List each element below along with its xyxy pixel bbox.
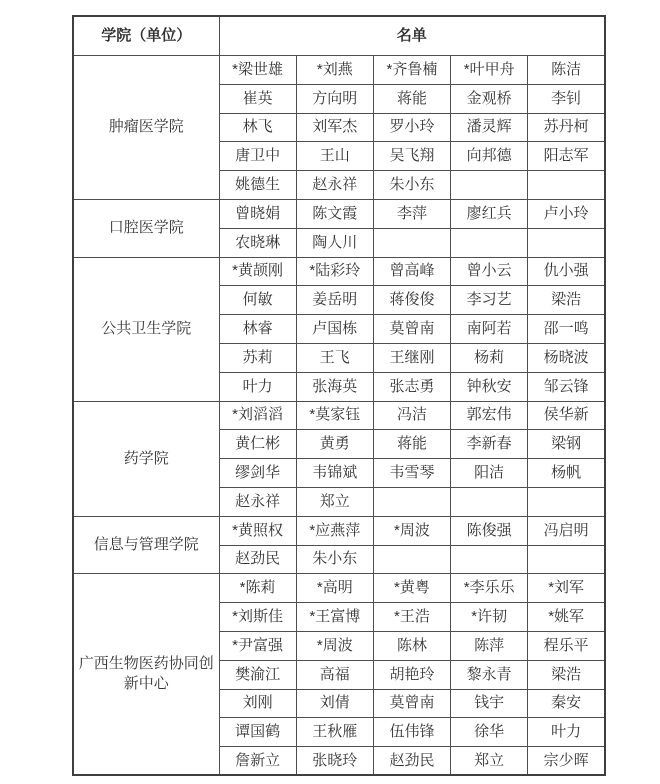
name-cell: 陈洁: [528, 56, 605, 85]
name-cell: 杨帆: [528, 459, 605, 488]
name-cell: 冯启明: [528, 516, 605, 545]
name-cell: *周波: [296, 631, 373, 660]
name-cell: 赵劲民: [373, 747, 450, 776]
name-cell: 谭国鹤: [219, 718, 296, 747]
name-cell: *齐鲁楠: [373, 56, 450, 85]
name-cell: 向邦德: [451, 142, 528, 171]
name-cell: 南阿若: [451, 315, 528, 344]
table-row: [73, 516, 605, 545]
name-cell: *刘斯佳: [219, 603, 296, 632]
table-row: [73, 401, 605, 430]
name-cell: 王飞: [296, 343, 373, 372]
name-cell: *黄粤: [373, 574, 450, 603]
name-cell: 卢小玲: [528, 199, 605, 228]
name-cell: 叶力: [219, 372, 296, 401]
name-cell: *陈莉: [219, 574, 296, 603]
name-cell: 徐华: [451, 718, 528, 747]
empty-cell: [373, 228, 450, 257]
name-cell: *莫家钰: [296, 401, 373, 430]
name-cell: 莫曾南: [373, 315, 450, 344]
name-cell: 仇小强: [528, 257, 605, 286]
name-cell: 赵永祥: [296, 171, 373, 200]
name-cell: 金观桥: [451, 84, 528, 113]
name-cell: 黄勇: [296, 430, 373, 459]
name-cell: 苏莉: [219, 343, 296, 372]
table-row: [73, 574, 605, 603]
name-cell: 梁浩: [528, 286, 605, 315]
name-cell: 刘刚: [219, 689, 296, 718]
name-cell: 陈萍: [451, 631, 528, 660]
name-cell: 吴飞翔: [373, 142, 450, 171]
name-cell: 张晓玲: [296, 747, 373, 776]
name-cell: 朱小东: [373, 171, 450, 200]
name-cell: 罗小玲: [373, 113, 450, 142]
name-cell: 缪剑华: [219, 459, 296, 488]
name-cell: 杨晓波: [528, 343, 605, 372]
header-college-unit: 学院（单位）: [73, 16, 219, 56]
name-cell: 刘倩: [296, 689, 373, 718]
name-cell: 蒋能: [373, 84, 450, 113]
name-cell: 莫曾南: [373, 689, 450, 718]
college-cell: 广西生物医药协同创新中心: [73, 574, 219, 776]
name-cell: 韦雪琴: [373, 459, 450, 488]
name-cell: *李乐乐: [451, 574, 528, 603]
name-cell: 冯洁: [373, 401, 450, 430]
name-cell: 姚德生: [219, 171, 296, 200]
name-cell: 卢国栋: [296, 315, 373, 344]
empty-cell: [528, 487, 605, 516]
name-cell: 林睿: [219, 315, 296, 344]
college-cell: 肿瘤医学院: [73, 56, 219, 200]
name-cell: 王山: [296, 142, 373, 171]
name-cell: 钱宇: [451, 689, 528, 718]
empty-cell: [528, 228, 605, 257]
empty-cell: [451, 545, 528, 574]
name-cell: 王继刚: [373, 343, 450, 372]
name-cell: *姚军: [528, 603, 605, 632]
header-name-list: 名单: [219, 16, 605, 56]
table-row: [73, 257, 605, 286]
name-cell: 赵劲民: [219, 545, 296, 574]
name-cell: 黎永青: [451, 660, 528, 689]
name-cell: 李习艺: [451, 286, 528, 315]
name-cell: 阳洁: [451, 459, 528, 488]
header-row: [73, 16, 605, 56]
name-cell: *刘燕: [296, 56, 373, 85]
name-cell: 曾高峰: [373, 257, 450, 286]
name-cell: 苏丹柯: [528, 113, 605, 142]
empty-cell: [451, 171, 528, 200]
name-cell: *王富博: [296, 603, 373, 632]
empty-cell: [528, 545, 605, 574]
name-cell: 秦安: [528, 689, 605, 718]
name-cell: 宗少晖: [528, 747, 605, 776]
name-cell: 阳志军: [528, 142, 605, 171]
name-cell: 梁浩: [528, 660, 605, 689]
name-cell: *黄颉刚: [219, 257, 296, 286]
name-cell: 潘灵辉: [451, 113, 528, 142]
name-cell: 邹云锋: [528, 372, 605, 401]
name-cell: 陈林: [373, 631, 450, 660]
name-cell: 曾晓娟: [219, 199, 296, 228]
name-cell: 方向明: [296, 84, 373, 113]
empty-cell: [528, 171, 605, 200]
name-cell: 何敏: [219, 286, 296, 315]
name-cell: *应燕萍: [296, 516, 373, 545]
name-cell: *许韧: [451, 603, 528, 632]
empty-cell: [451, 228, 528, 257]
empty-cell: [373, 545, 450, 574]
name-cell: 韦锦斌: [296, 459, 373, 488]
name-cell: *尹富强: [219, 631, 296, 660]
name-cell: 伍伟锋: [373, 718, 450, 747]
name-cell: *刘军: [528, 574, 605, 603]
name-cell: 李新春: [451, 430, 528, 459]
name-cell: 黄仁彬: [219, 430, 296, 459]
name-cell: 杨莉: [451, 343, 528, 372]
name-cell: *梁世雄: [219, 56, 296, 85]
name-cell: 郑立: [296, 487, 373, 516]
name-cell: 詹新立: [219, 747, 296, 776]
name-cell: 王秋雁: [296, 718, 373, 747]
name-cell: 赵永祥: [219, 487, 296, 516]
name-cell: *高明: [296, 574, 373, 603]
name-cell: 唐卫中: [219, 142, 296, 171]
name-cell: 陈俊强: [451, 516, 528, 545]
roster-table-body: [73, 56, 605, 776]
name-cell: 廖红兵: [451, 199, 528, 228]
name-cell: 农晓琳: [219, 228, 296, 257]
name-cell: 郑立: [451, 747, 528, 776]
name-cell: 蒋俊俊: [373, 286, 450, 315]
name-cell: *黄照权: [219, 516, 296, 545]
name-cell: 叶力: [528, 718, 605, 747]
name-cell: 胡艳玲: [373, 660, 450, 689]
name-cell: 李萍: [373, 199, 450, 228]
name-cell: 梁钢: [528, 430, 605, 459]
name-cell: 樊渝江: [219, 660, 296, 689]
name-cell: *周波: [373, 516, 450, 545]
name-cell: *王浩: [373, 603, 450, 632]
name-cell: 林飞: [219, 113, 296, 142]
name-cell: 张海英: [296, 372, 373, 401]
name-cell: 郭宏伟: [451, 401, 528, 430]
roster-table-header: [73, 16, 605, 56]
college-cell: 公共卫生学院: [73, 257, 219, 401]
name-cell: 曾小云: [451, 257, 528, 286]
name-cell: 钟秋安: [451, 372, 528, 401]
name-cell: 李钊: [528, 84, 605, 113]
empty-cell: [373, 487, 450, 516]
name-cell: 姜岳明: [296, 286, 373, 315]
name-cell: *刘滔滔: [219, 401, 296, 430]
name-cell: 崔英: [219, 84, 296, 113]
name-cell: 侯华新: [528, 401, 605, 430]
name-cell: 刘军杰: [296, 113, 373, 142]
name-cell: *陆彩玲: [296, 257, 373, 286]
name-cell: 朱小东: [296, 545, 373, 574]
name-cell: 邵一鸣: [528, 315, 605, 344]
name-cell: 高福: [296, 660, 373, 689]
name-cell: 陈文霞: [296, 199, 373, 228]
table-row: [73, 199, 605, 228]
empty-cell: [451, 487, 528, 516]
college-cell: 药学院: [73, 401, 219, 516]
name-cell: 蒋能: [373, 430, 450, 459]
college-cell: 信息与管理学院: [73, 516, 219, 574]
college-cell: 口腔医学院: [73, 199, 219, 257]
name-cell: 张志勇: [373, 372, 450, 401]
name-cell: *叶甲舟: [451, 56, 528, 85]
name-cell: 程乐平: [528, 631, 605, 660]
roster-table: [72, 15, 606, 776]
name-cell: 陶人川: [296, 228, 373, 257]
table-row: [73, 56, 605, 85]
